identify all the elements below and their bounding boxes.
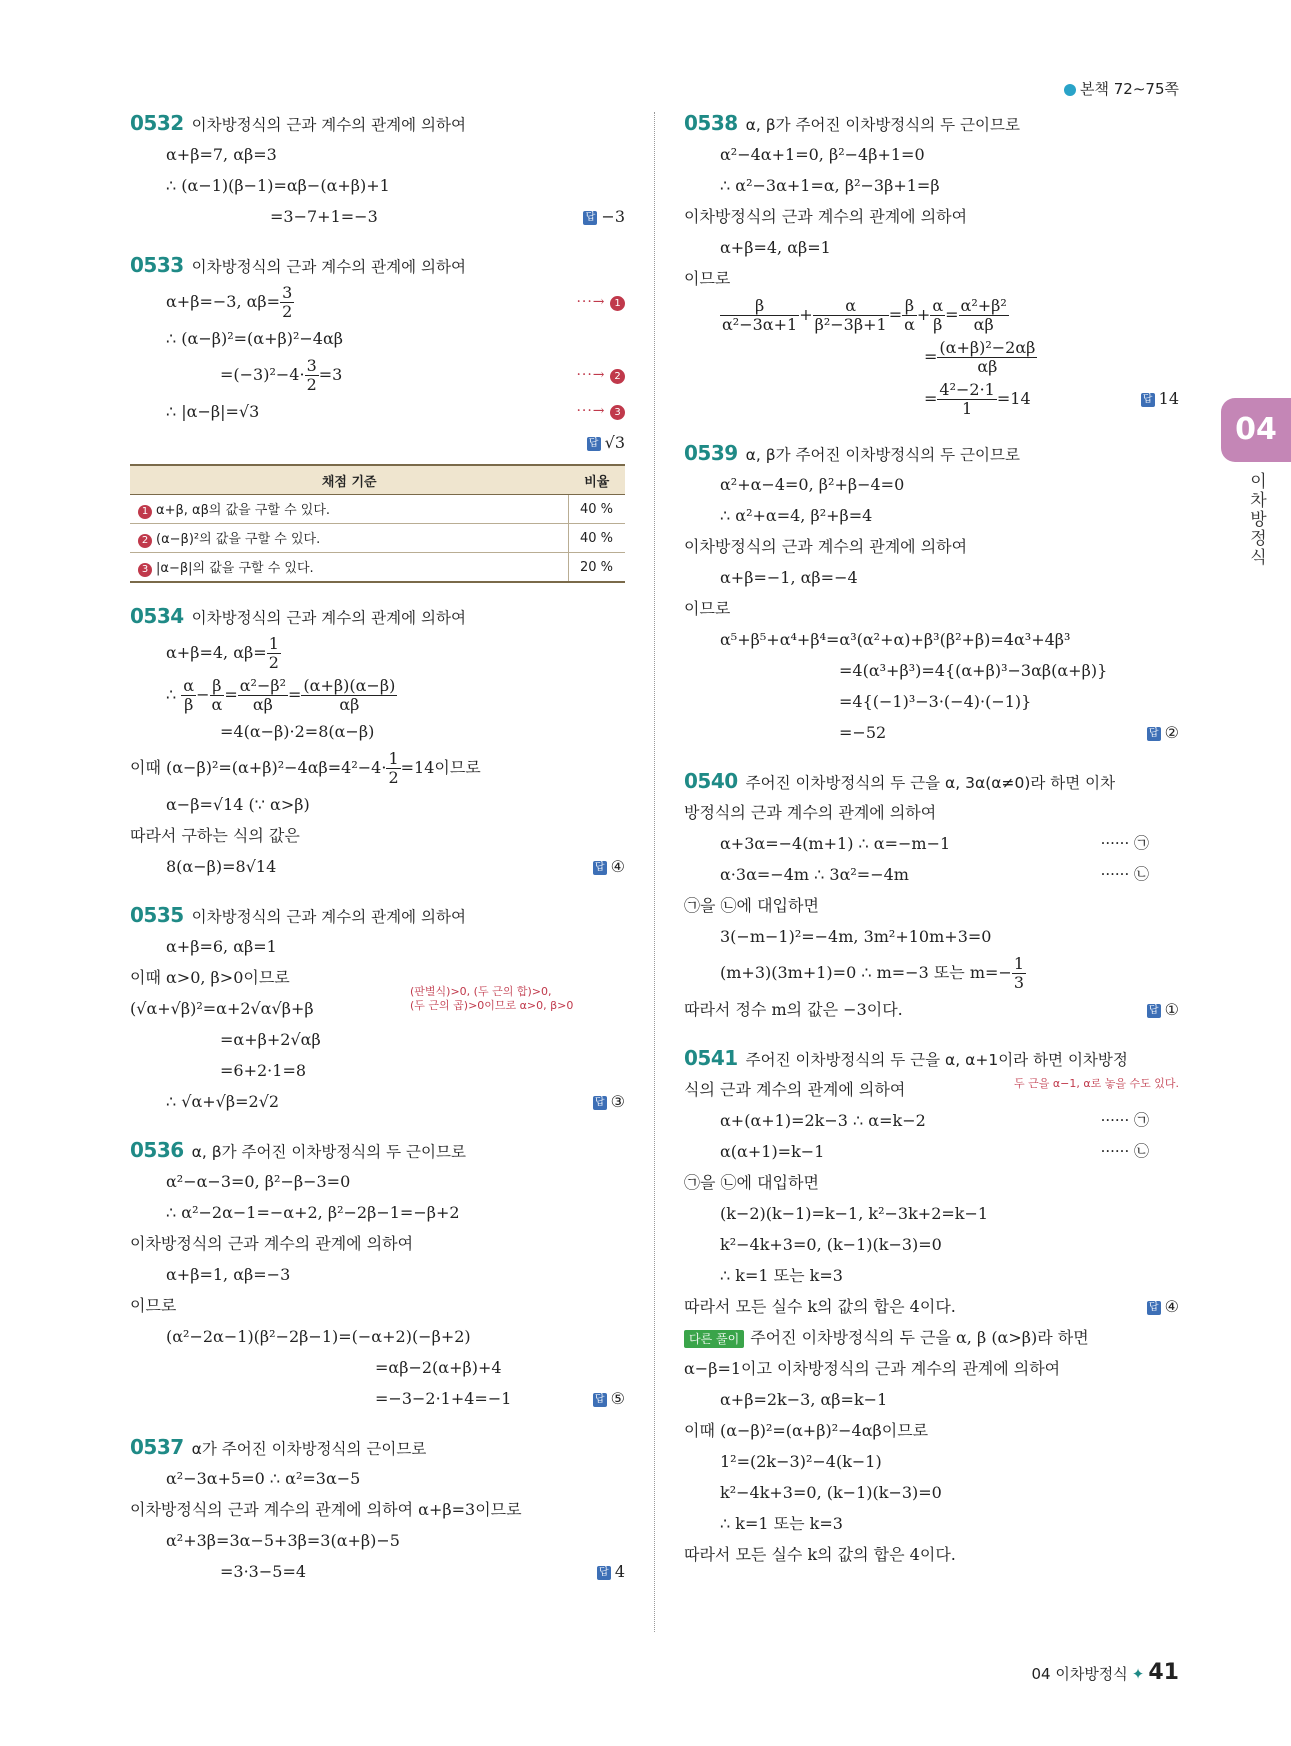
step-marker-2: ···→ 2 (576, 354, 625, 396)
answer-icon: 답 (593, 1393, 607, 1407)
answer: 답 ④ (593, 851, 625, 882)
table-row: 1 α+β, αβ의 값을 구할 수 있다. 40 % (130, 495, 625, 524)
problem-0532: 0532 이차방정식의 근과 계수의 관계에 의하여 α+β=7, αβ=3 ∴ (α−1)(β−1)=αβ−(α+β)+1 =3−7+1=−3 답 −3 (130, 108, 625, 232)
answer: 답 ⑤ (593, 1383, 625, 1414)
answer-icon: 답 (1147, 1004, 1161, 1018)
answer-icon: 답 (1147, 727, 1161, 741)
problem-0541: 0541 주어진 이차방정식의 두 근을 α, α+1이라 하면 이차방정 식의 근과 계수의 관계에 의하여 두 근을 α−1, α로 놓을 수도 있다. α+(α+1)=2k−3 ∴ α=k−2 ······ ㉠ α(α+1)=k−1 ······ ㉡ ㉠을 ㉡에 대입하면 (k−2)(k−1)=k−1, k²−3k+2=k−1 k²−4k+3=0, (k−1)(k−3)=0 ∴ k=1 또는 k=3 따라서 모든 실수 k의 값의 합은 4이다. 답 ④ 다른 풀이 주어진 이차방정식의 두 근을 α, β (α>β)라 하면 α−β=1이고 이차방정식의 근과 계수의 관계에 의하여 α+β=2k−3, αβ=k−1 이때 (α−β)²=(α+β)²−4αβ이므로 1²=(2k−3)²−4(k−1) k²−4k+3=0, (k−1)(k−3)=0 ∴ k=1 또는 k=3 따라서 모든 실수 k의 값의 합은 4이다. (684, 1046, 1179, 1564)
chapter-tab: 04 (1221, 398, 1291, 462)
grading-criteria-table: 채점 기준 비율 1 α+β, αβ의 값을 구할 수 있다. 40 % 2 (α−β)²의 값을 구할 수 있다. 40 % 3 |α−β|의 값을 구할 수 있다. 20 % (130, 464, 625, 583)
problem-number: 0532 (130, 111, 184, 135)
answer-icon: 답 (593, 1096, 607, 1110)
problem-0535: 0535 이차방정식의 근과 계수의 관계에 의하여 α+β=6, αβ=1 이때 α>0, β>0이므로 (√α+√β)²=α+2√α√β+β (판별식)>0, (두 근의 합)>0, (두 근의 곱)>0이므로 α>0, β>0 =α+β+2√αβ =6+2·1=8 ∴ √α+√β=2√2 답 ③ (130, 900, 625, 1117)
answer: 답 ④ (1147, 1291, 1179, 1322)
problem-0538: 0538 α, β가 주어진 이차방정식의 두 근이므로 α²−4α+1=0, β²−4β+1=0 ∴ α²−3α+1=α, β²−3β+1=β 이차방정식의 근과 계수의 관계에 의하여 α+β=4, αβ=1 이므로 $\frac{\beta}{\text{α²−3α+1}}$ + $\frac{\alpha}{\text{β²−3β+1}}$ = $\frac{\beta}{\alpha}$ + $\frac{\alpha}{\beta}$ = $\frac{\text{α²+β²}}{\alpha\beta}$ = $\frac{\text{(α+β)²−2αβ}}{\alpha\beta}$ = $\frac{\text{4²−2·1}}{1}$ =14 답 14 (684, 111, 1179, 418)
answer-icon: 답 (593, 861, 607, 875)
right-column (684, 108, 1179, 1588)
reference-pages: 본책 72∼75쪽 (1064, 78, 1179, 99)
answer-icon: 답 (583, 211, 597, 225)
answer: 답 ② (1147, 717, 1179, 748)
answer: 답 −3 (583, 201, 625, 232)
answer: 답 ③ (593, 1086, 625, 1117)
answer-icon: 답 (1147, 1301, 1161, 1315)
problem-0533: 0533 이차방정식의 근과 계수의 관계에 의하여 α+β=−3, αβ= $\frac{3}{2}$ ···→ 1 ∴ (α−β)²=(α+β)²−4αβ =(−3)²−4· $\frac{3}{2}$ =3 ···→ 2 ∴ |α−β|=√3 ···→ 3 답 √3 채점 기준 비율 1 α+β, αβ의 값을 구할 수 있다. 40 % 2 (α−β)²의 값을 구할 수 있다. 40 % 3 |α−β|의 값을 구할 수 있다. 20 % (130, 250, 625, 583)
left-column (130, 108, 625, 1605)
step-marker-1: ···→ 1 (576, 281, 625, 323)
answer: 답 ① (1147, 994, 1179, 1025)
table-row: 3 |α−β|의 값을 구할 수 있다. 20 % (130, 553, 625, 583)
ref-dot-icon (1064, 84, 1076, 96)
alternate-solution-badge: 다른 풀이 (684, 1330, 744, 1348)
problem-0534: 0534 이차방정식의 근과 계수의 관계에 의하여 α+β=4, αβ= $\frac{1}{2}$ ∴ $\frac{\alpha}{\beta}$ − $\frac{\beta}{\alpha}$ = $\frac{\text{α²−β²}}{\alpha\beta}$ = $\frac{(\alpha+\beta)(\alpha-\beta)}{\alpha\beta}$ =4(α−β)·2=8(α−β) 이때 (α−β)²=(α+β)²−4αβ=4²−4· $\frac{1}{2}$ =14이므로 α−β=√14 (∵ α>β) 따라서 구하는 식의 값은 8(α−β)=8√14 답 ④ (130, 601, 625, 882)
answer-icon: 답 (597, 1566, 611, 1580)
answer: 답 14 (1141, 378, 1179, 420)
page-number: 41 (1148, 1660, 1179, 1685)
chapter-title: 이차방정식 (1246, 472, 1266, 567)
side-note: 두 근을 α−1, α로 놓을 수도 있다. (1014, 1077, 1179, 1090)
problem-0539: 0539 α, β가 주어진 이차방정식의 두 근이므로 α²+α−4=0, β²+β−4=0 ∴ α²+α=4, β²+β=4 이차방정식의 근과 계수의 관계에 의하여 α+β=−1, αβ=−4 이므로 α⁵+β⁵+α⁴+β⁴=α³(α²+α)+β³(β²+β)=4α³+4β³ =4(α³+β³)=4{(α+β)³−3αβ(α+β)} =4{(−1)³−3·(−4)·(−1)} =−52 답 ② (684, 438, 1179, 748)
page-footer: 04 이차방정식 ✦ 41 (1031, 1660, 1179, 1685)
answer: 답 √3 (587, 427, 625, 458)
column-divider (654, 112, 655, 1632)
side-note: (판별식)>0, (두 근의 합)>0, (두 근의 곱)>0이므로 α>0, β>0 (410, 985, 574, 1012)
problem-0537: 0537 α가 주어진 이차방정식의 근이므로 α²−3α+5=0 ∴ α²=3α−5 이차방정식의 근과 계수의 관계에 의하여 α+β=3이므로 α²+3β=3α−5+3β=3(α+β)−5 =3·3−5=4 답 4 (130, 1432, 625, 1587)
answer: 답 4 (597, 1556, 625, 1587)
step-marker-3: ···→ 3 (576, 396, 625, 427)
answer-icon: 답 (587, 437, 601, 451)
problem-0540: 0540 주어진 이차방정식의 두 근을 α, 3α(α≠0)라 하면 이차 방정식의 근과 계수의 관계에 의하여 α+3α=−4(m+1) ∴ α=−m−1 ······ ㉠ α·3α=−4m ∴ 3α²=−4m ······ ㉡ ㉠을 ㉡에 대입하면 3(−m−1)²=−4m, 3m²+10m+3=0 (m+3)(3m+1)=0 ∴ m=−3 또는 m=− $\frac{1}{3}$ 따라서 정수 m의 값은 −3이다. 답 ① (684, 766, 1179, 1025)
problem-0536: 0536 α, β가 주어진 이차방정식의 두 근이므로 α²−α−3=0, β²−β−3=0 ∴ α²−2α−1=−α+2, β²−2β−1=−β+2 이차방정식의 근과 계수의 관계에 의하여 α+β=1, αβ=−3 이므로 (α²−2α−1)(β²−2β−1)=(−α+2)(−β+2) =αβ−2(α+β)+4 =−3−2·1+4=−1 답 ⑤ (130, 1135, 625, 1414)
table-row: 2 (α−β)²의 값을 구할 수 있다. 40 % (130, 524, 625, 553)
answer-icon: 답 (1141, 393, 1155, 407)
